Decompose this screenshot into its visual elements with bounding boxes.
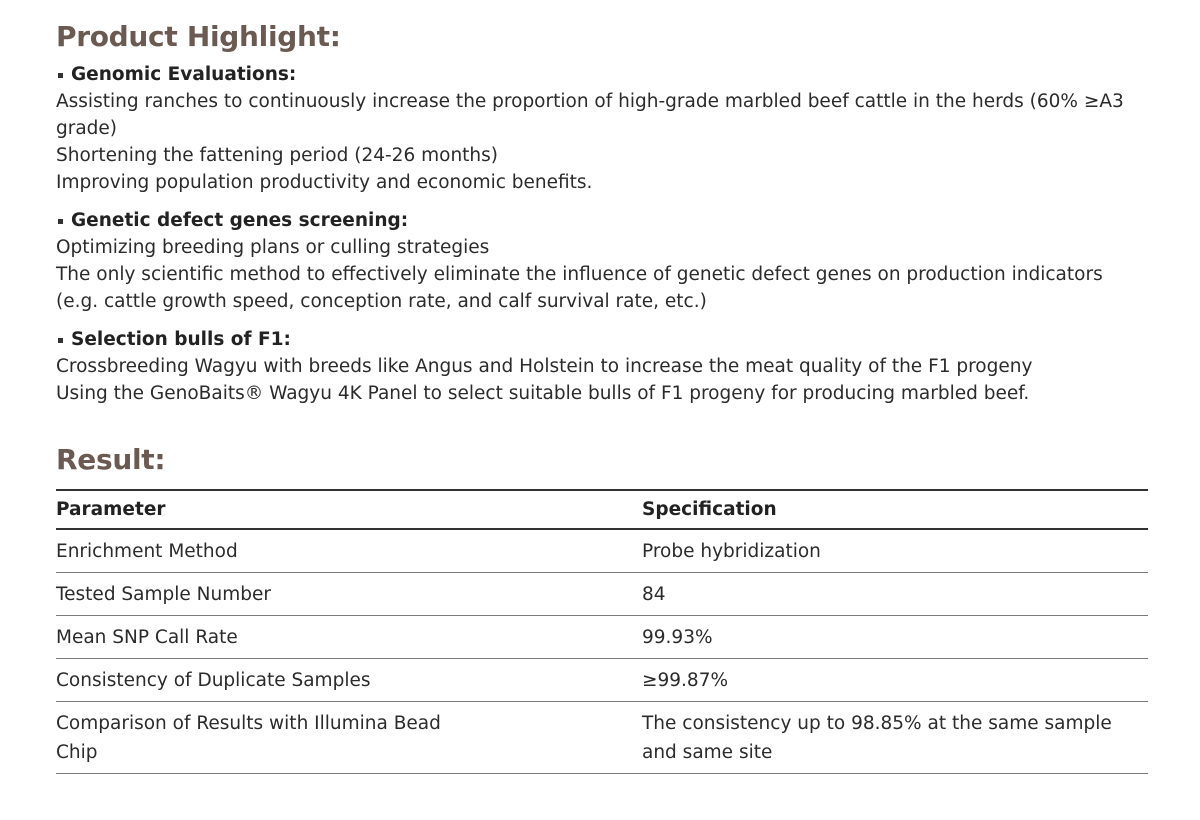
square-bullet-icon (58, 338, 63, 343)
table-row (56, 702, 1148, 774)
table-header-row (56, 490, 1148, 529)
parameter-cell: Consistency of Duplicate Samples (56, 659, 642, 702)
specification-cell: 99.93% (642, 616, 1148, 659)
result-heading: Result: (56, 443, 166, 476)
specification-cell: Probe hybridization (642, 529, 1148, 573)
table-header (56, 490, 1148, 529)
product-highlight-heading: Product Highlight: (56, 20, 341, 53)
section-title-text: Selection bulls of F1: (71, 329, 291, 350)
parameter-cell: Comparison of Results with Illumina Bead Chip (56, 702, 642, 774)
section-line: Shortening the fattening period (24-26 months) (56, 145, 499, 166)
section-title (56, 208, 1148, 234)
parameter-cell: Tested Sample Number (56, 573, 642, 616)
section-selection-bulls-f1 (56, 327, 1148, 407)
parameter-cell: Mean SNP Call Rate (56, 616, 642, 659)
parameter-cell: Enrichment Method (56, 529, 642, 573)
section-line: The only scientific method to effectively eliminate the influence of genetic defect genes on production indicators (e.g. cattle growth speed, conception rate, and calf survival rate, etc.) (56, 264, 1103, 312)
square-bullet-icon (58, 73, 63, 78)
square-bullet-icon (58, 219, 63, 224)
specification-cell: ≥99.87% (642, 659, 1148, 702)
table-row (56, 616, 1148, 659)
section-line: Crossbreeding Wagyu with breeds like Angus and Holstein to increase the meat quality of the F1 progeny (56, 356, 1033, 377)
section-line: Assisting ranches to continuously increase the proportion of high-grade marbled beef cattle in the herds (60% ≥A3 grade) (56, 91, 1124, 139)
table-body (56, 529, 1148, 774)
section-title (56, 62, 1148, 88)
section-line: Optimizing breeding plans or culling strategies (56, 237, 490, 258)
column-header-specification: Specification (642, 499, 777, 520)
table-row (56, 659, 1148, 702)
section-genetic-defect-screening (56, 208, 1148, 315)
section-title-text: Genetic defect genes screening: (71, 210, 409, 231)
column-header-parameter: Parameter (56, 499, 166, 520)
section-line: Improving population productivity and economic benefits. (56, 172, 593, 193)
section-genomic-evaluations (56, 62, 1148, 196)
section-line: Using the GenoBaits® Wagyu 4K Panel to select suitable bulls of F1 progeny for producing marbled beef. (56, 383, 1030, 404)
result-table (56, 489, 1148, 774)
section-title (56, 327, 1148, 353)
table-row (56, 573, 1148, 616)
table-row (56, 529, 1148, 573)
specification-cell: The consistency up to 98.85% at the same sample and same site (642, 702, 1148, 774)
specification-cell: 84 (642, 573, 1148, 616)
section-title-text: Genomic Evaluations: (71, 64, 297, 85)
